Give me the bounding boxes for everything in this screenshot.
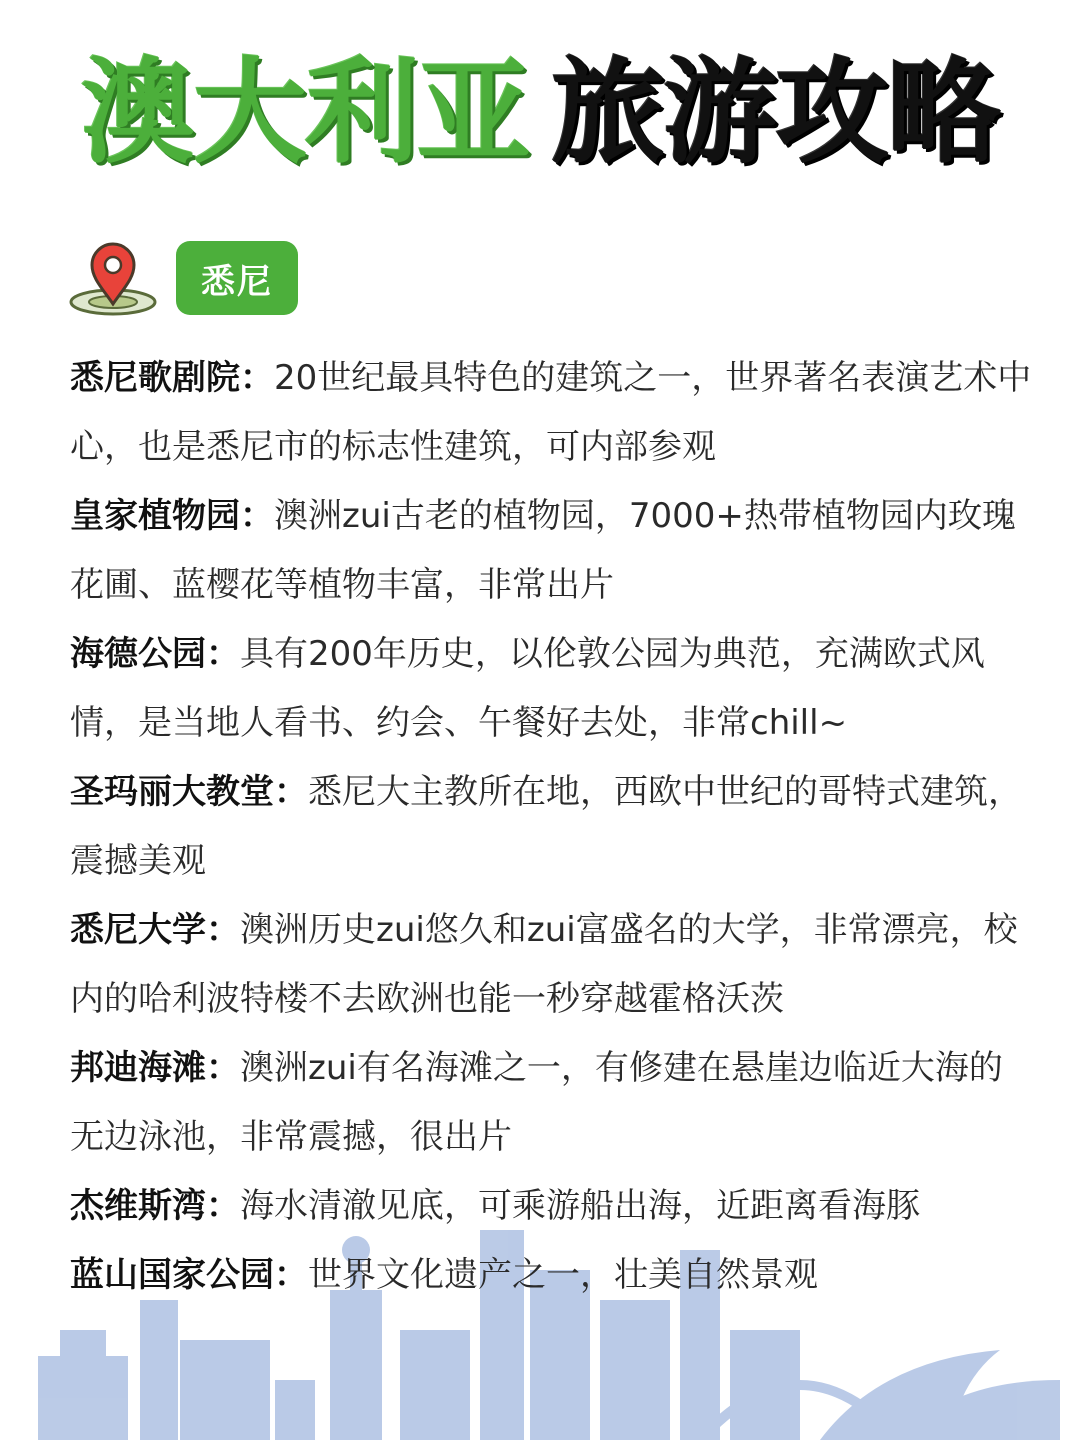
attraction-description: 澳洲zui古老的植物园，7000+热带植物园内玫瑰花圃、蓝樱花等植物丰富，非常出片 [70,496,1016,605]
title-highlight: 澳大利亚 [80,46,529,179]
attraction-name: 蓝山国家公园： [70,1255,308,1295]
list-item [70,1172,1036,1241]
attraction-description: 悉尼大主教所在地，西欧中世纪的哥特式建筑，震撼美观 [70,772,1022,881]
list-item [70,758,1036,896]
attraction-name: 悉尼歌剧院： [70,358,274,398]
list-item [70,344,1036,482]
attraction-name: 悉尼大学： [70,910,240,950]
attraction-list [70,344,1036,1310]
page-title [0,38,1080,188]
attraction-description: 世界文化遗产之一，壮美自然景观 [308,1255,818,1295]
title-main: 旅游攻略 [551,46,1000,179]
attraction-description: 澳洲zui有名海滩之一，有修建在悬崖边临近大海的无边泳池，非常震撼，很出片 [70,1048,1003,1157]
list-item [70,482,1036,620]
attraction-description: 20世纪最具特色的建筑之一，世界著名表演艺术中心，也是悉尼市的标志性建筑，可内部参观 [70,358,1032,467]
attraction-name: 邦迪海滩： [70,1048,240,1088]
map-pin-icon [68,238,158,318]
list-item [70,620,1036,758]
attraction-name: 海德公园： [70,634,240,674]
city-header [68,238,298,318]
attraction-name: 皇家植物园： [70,496,274,536]
attraction-description: 海水清澈见底，可乘游船出海，近距离看海豚 [240,1186,920,1226]
list-item [70,1034,1036,1172]
attraction-description: 澳洲历史zui悠久和zui富盛名的大学，非常漂亮，校内的哈利波特楼不去欧洲也能一秒穿越霍格沃茨 [70,910,1018,1019]
attraction-description: 具有200年历史，以伦敦公园为典范，充满欧式风情，是当地人看书、约会、午餐好去处，非常chill~ [70,634,985,743]
list-item [70,1241,1036,1310]
attraction-name: 圣玛丽大教堂： [70,772,308,812]
attraction-name: 杰维斯湾： [70,1186,240,1226]
city-badge: 悉尼 [176,241,298,315]
list-item [70,896,1036,1034]
